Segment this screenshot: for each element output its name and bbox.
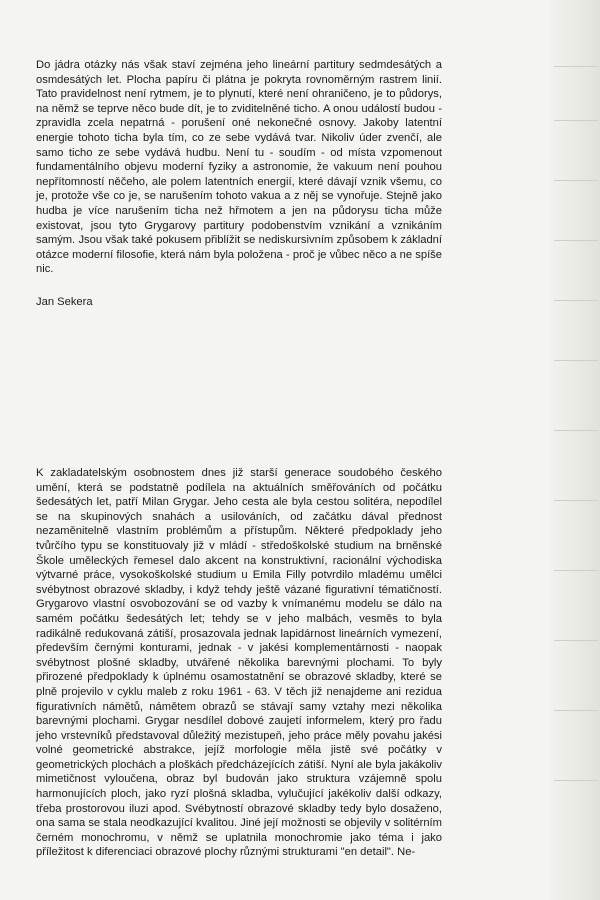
biography-section (36, 466, 442, 860)
adjacent-page-edge (550, 0, 600, 900)
essay-section (36, 58, 442, 310)
essay-paragraph: Do jádra otázky nás však staví zejména jeho lineární partitury sedmdesátých a osmdesátých let. Plocha papíru či plátna je pokryta rovnoměrným rastrem linií. Tato pravidelnost není rytmem, je to plynutí, které není ohraničeno, je to půdorys, na němž se teprve něco bude dít, je to zviditelněné ticho. A onou událostí budou - zpravidla zcela nepatrná - porušení oné nekonečné osnovy. Jakoby latentní energie tohoto ticha byla tím, co ze sebe vydává tvar. Nikoliv úder zvenčí, ale samo ticho ze sebe vydává hudbu. Není tu - soudím - od místa vzpomenout fundamentálního objevu moderní fyziky a astronomie, že vakuum není pouhou nepřítomností něčeho, ale polem latentních energií, které dávají vznik všemu, co je, protože vše co je, se narušením tohoto vakua a z něj se vynořuje. Stejně jako hudba je více narušením ticha než hřmotem a jen na půdorysu ticha může existovat, jsou tyto Grygarovy partitury podobenstvím vznikání a vznikáním samým. Jsou však také pokusem přiblížit se nediskursivním způsobem k základní otázce moderní filosofie, která nám byla položena - proč je vůbec něco a ne spíše nic. (36, 59, 442, 276)
author-signature: Jan Sekera (36, 295, 93, 308)
biography-paragraph: K zakladatelským osobnostem dnes již starší generace soudobého českého umění, která se podstatně podílela na aktuálních směřováních od počátku šedesátých let, patří Milan Grygar. Jeho cesta ale byla cestou solitéra, nepodílel se na skupinových snahách a usilováních, od začátku dával přednost nezaměnitelně vlastním problémům a přístupům. Některé předpoklady jeho tvůrčího typu se konstituovaly již v mládí - středoškolské studium na brněnské Škole uměleckých řemesel dalo akcent na konstruktivní, racionální východiska výtvarné práce, vysokoškolské studium u Emila Filly potvrdilo mladému umělci svébytnost obrazové skladby, i když tehdy ještě vázané figurativní tématičností. Grygarovo vlastní osvobozování se od vazby k vnímanému modelu se dálo na samém počátku šedesátých let; tehdy se v jeho malbách, vesměs to byla radikálně redukovaná zátiší, prosazovala jednak lapidárnost lineárních vymezení, především černými konturami, jednak - v jakési komplementárnosti - naopak svébytnost plošné skladby, utvářené několika barevnými plochami. To byly přirozené předpoklady k úplnému osamostatnění se obrazové skladby, které se plně projevilo v cyklu maleb z roku 1961 - 63. V těch již nenajdeme ani rezidua figurativních námětů, námětem obrazů se stávají samy vztahy mezi několika barevnými plochami. Grygar nesdílel dobové zaujetí informelem, který pro řadu jeho vrstevníků představoval důležitý mezistupeň, jeho práce měly povahu jakési volné geometrické abstrakce, jejíž morfologie měla jistě své počátky v geometrických plochách a ploškách předcházejících zátiší. Nyní ale byla jakákoliv mimetičnost vyloučena, obraz byl budován jako struktura vzájemně spolu harmonujících ploch, jako ryzí plošná skladba, vylučující jakékoliv další odkazy, třeba prostorovou iluzi apod. Svébytností obrazové skladby tedy bylo dosaženo, ona sama se stala neodkazující kvalitou. Jiné její možnosti se objevily v solitérním černém monochromu, v němž se uplatnila monochromie jako téma i jako příležitost k diferenciaci obrazové plochy různými strukturami "en detail". Ne- (36, 467, 442, 859)
